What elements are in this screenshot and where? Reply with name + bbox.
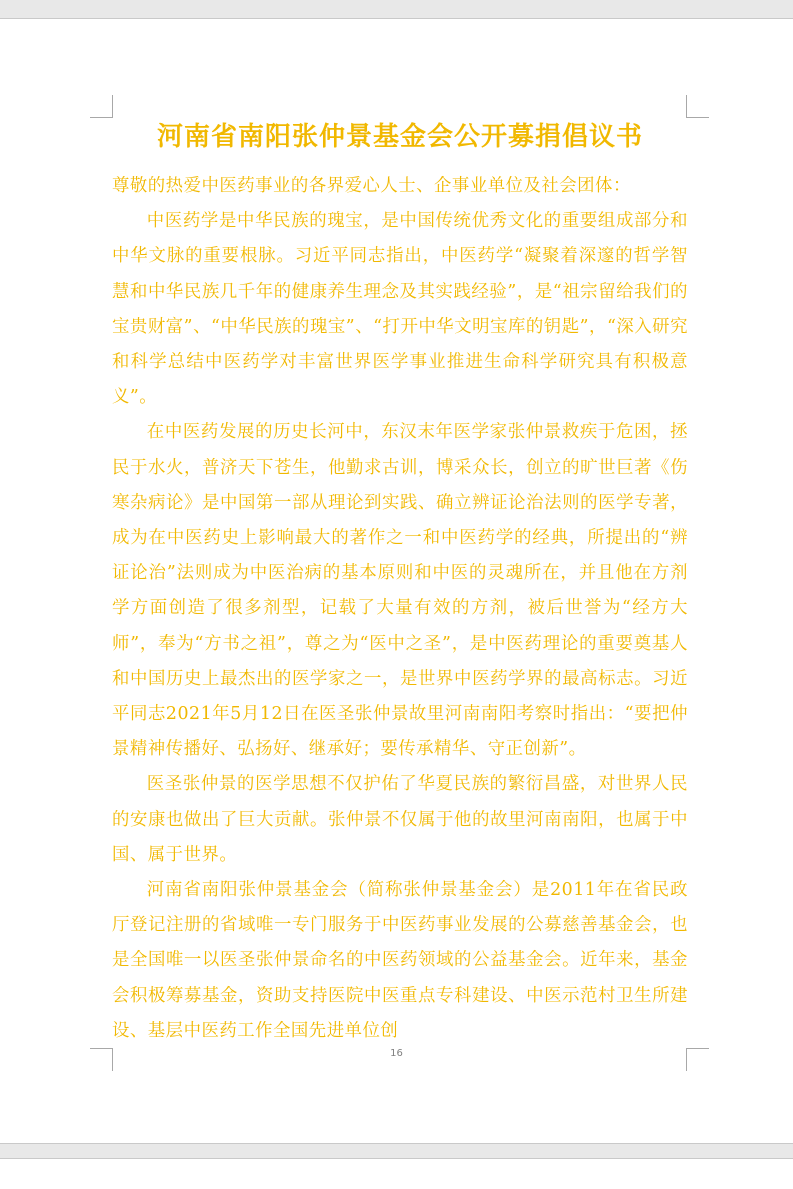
paragraph-3: 医圣张仲景的医学思想不仅护佑了华夏民族的繁衍昌盛，对世界人民的安康也做出了巨大贡献。张仲景不仅属于他的故里河南南阳，也属于中国、属于世界。 xyxy=(112,774,688,865)
margin-mark-top-left xyxy=(90,95,113,118)
document-title: 河南省南阳张仲景基金会公开募捐倡议书 xyxy=(156,122,643,152)
viewer-top-strip xyxy=(0,0,793,18)
document-page xyxy=(0,18,793,1144)
paragraph-2: 在中医药发展的历史长河中，东汉末年医学家张仲景救疾于危困，拯民于水火，普济天下苍生，他勤求古训，博采众长，创立的旷世巨著《伤寒杂病论》是中国第一部从理论到实践、确立辨证论治法则的医学专著，成为在中医药史上影响最大的著作之一和中医药学的经典，所提出的“辨证论治”法则成为中医治病的基本原则和中医的灵魂所在，并且他在方剂学方面创造了很多剂型，记载了大量有效的方剂，被后世誉为“经方大师”，奉为“方书之祖”，尊之为“医中之圣”，是中医药理论的重要奠基人和中国历史上最杰出的医学家之一，是世界中医药学界的最高标志。习近平同志2021年5月12日在医圣张仲景故里河南南阳考察时指出：“要把仲景精神传播好、弘扬好、继承好；要传承精华、守正创新”。 xyxy=(112,422,688,760)
document-body xyxy=(112,117,688,1049)
paragraph-1: 中医药学是中华民族的瑰宝，是中国传统优秀文化的重要组成部分和中华文脉的重要根脉。习近平同志指出，中医药学“凝聚着深邃的哲学智慧和中华民族几千年的健康养生理念及其实践经验”，是“祖宗留给我们的宝贵财富”、“中华民族的瑰宝”、“打开中华文明宝库的钥匙”，“深入研究和科学总结中医药学对丰富世界医学事业推进生命科学研究具有积极意义”。 xyxy=(112,211,688,408)
next-page-edge xyxy=(0,1158,793,1189)
paragraph-4: 河南省南阳张仲景基金会（简称张仲景基金会）是2011年在省民政厅登记注册的省域唯一专门服务于中医药事业发展的公募慈善基金会，也是全国唯一以医圣张仲景命名的中医药领域的公益基金会。近年来，基金会积极筹募基金，资助支持医院中医重点专科建设、中医示范村卫生所建设、基层中医药工作全国先进单位创 xyxy=(112,880,688,1041)
salutation: 尊敬的热爱中医药事业的各界爱心人士、企事业单位及社会团体： xyxy=(112,176,631,196)
page-number: 16 xyxy=(390,1048,403,1059)
margin-mark-top-right xyxy=(686,95,709,118)
